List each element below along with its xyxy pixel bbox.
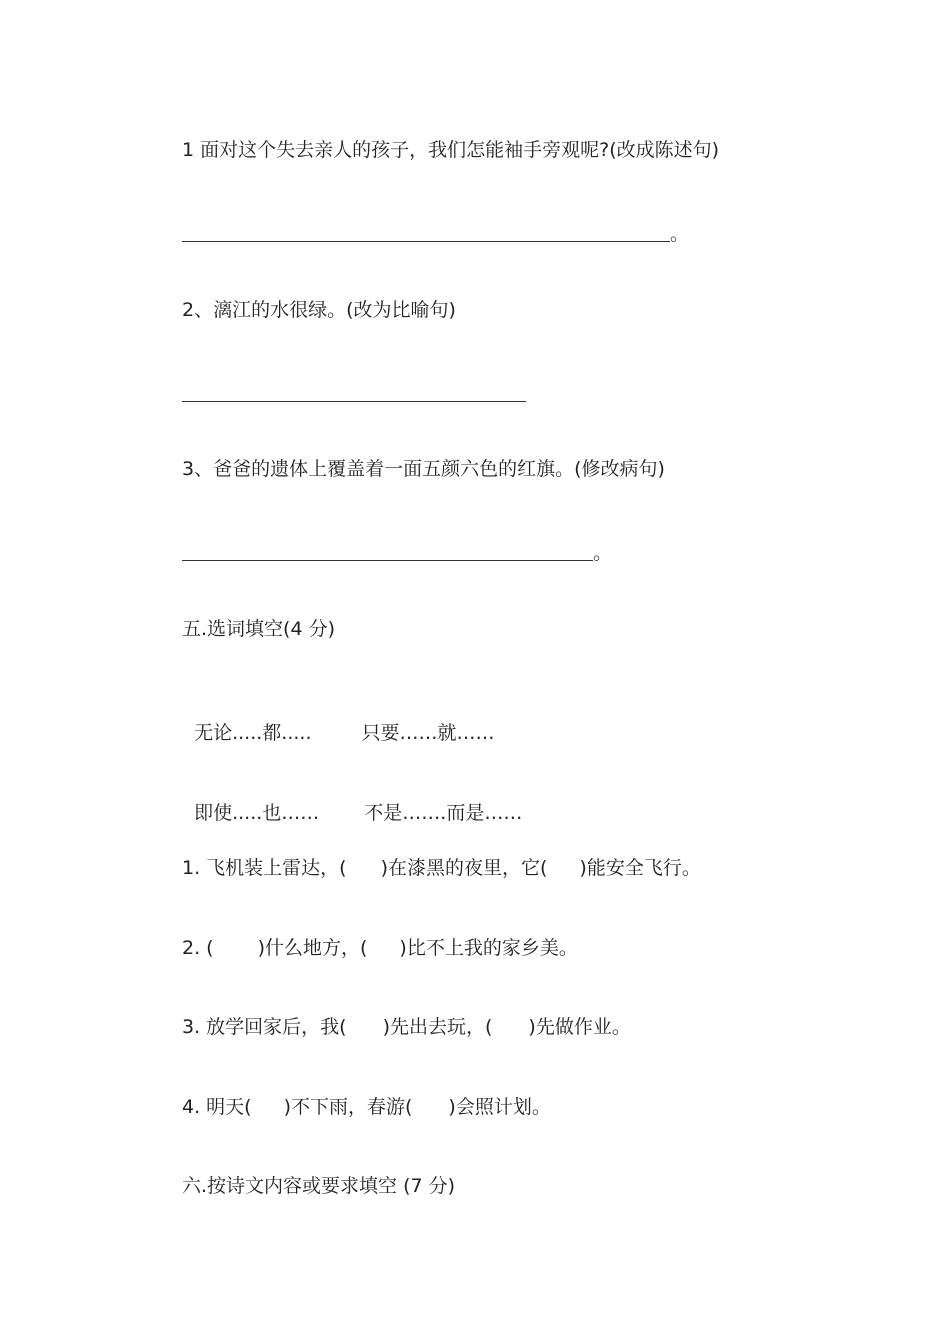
- answer-blank-3: [182, 541, 613, 565]
- option-bushi: 不是…….而是……: [364, 802, 523, 824]
- fill-sentence-4: 4. 明天( )不下雨，春游( )会照计划。: [182, 1096, 551, 1118]
- option-wulun: 无论.....都.....: [194, 722, 312, 744]
- option-jishi: 即使.....也……: [194, 802, 320, 824]
- option-row-2: [182, 777, 522, 825]
- question-3: 3、爸爸的遗体上覆盖着一面五颜六色的红旗。(修改病句): [182, 458, 665, 480]
- question-2: 2、漓江的水很绿。(改为比喻句): [182, 299, 456, 321]
- answer-period: 。: [593, 542, 613, 564]
- question-1: 1 面对这个失去亲人的孩子，我们怎能袖手旁观呢?(改成陈述句): [182, 139, 720, 161]
- answer-underline: [182, 401, 526, 402]
- answer-blank-1: [182, 222, 690, 246]
- answer-underline: [182, 241, 670, 242]
- section-6-title: 六.按诗文内容或要求填空 (7 分): [182, 1175, 456, 1197]
- fill-sentence-3: 3. 放学回家后，我( )先出去玩，( )先做作业。: [182, 1016, 631, 1038]
- fill-sentence-1: 1. 飞机装上雷达，( )在漆黑的夜里，它( )能安全飞行。: [182, 857, 701, 879]
- option-zhiyao: 只要……就……: [361, 722, 495, 744]
- section-5-title: 五.选词填空(4 分): [182, 618, 335, 640]
- fill-sentence-2: 2. ( )什么地方，( )比不上我的家乡美。: [182, 937, 578, 959]
- option-row-1: [182, 697, 495, 745]
- answer-blank-2: [182, 382, 526, 406]
- answer-period: 。: [670, 223, 690, 245]
- answer-underline: [182, 560, 593, 561]
